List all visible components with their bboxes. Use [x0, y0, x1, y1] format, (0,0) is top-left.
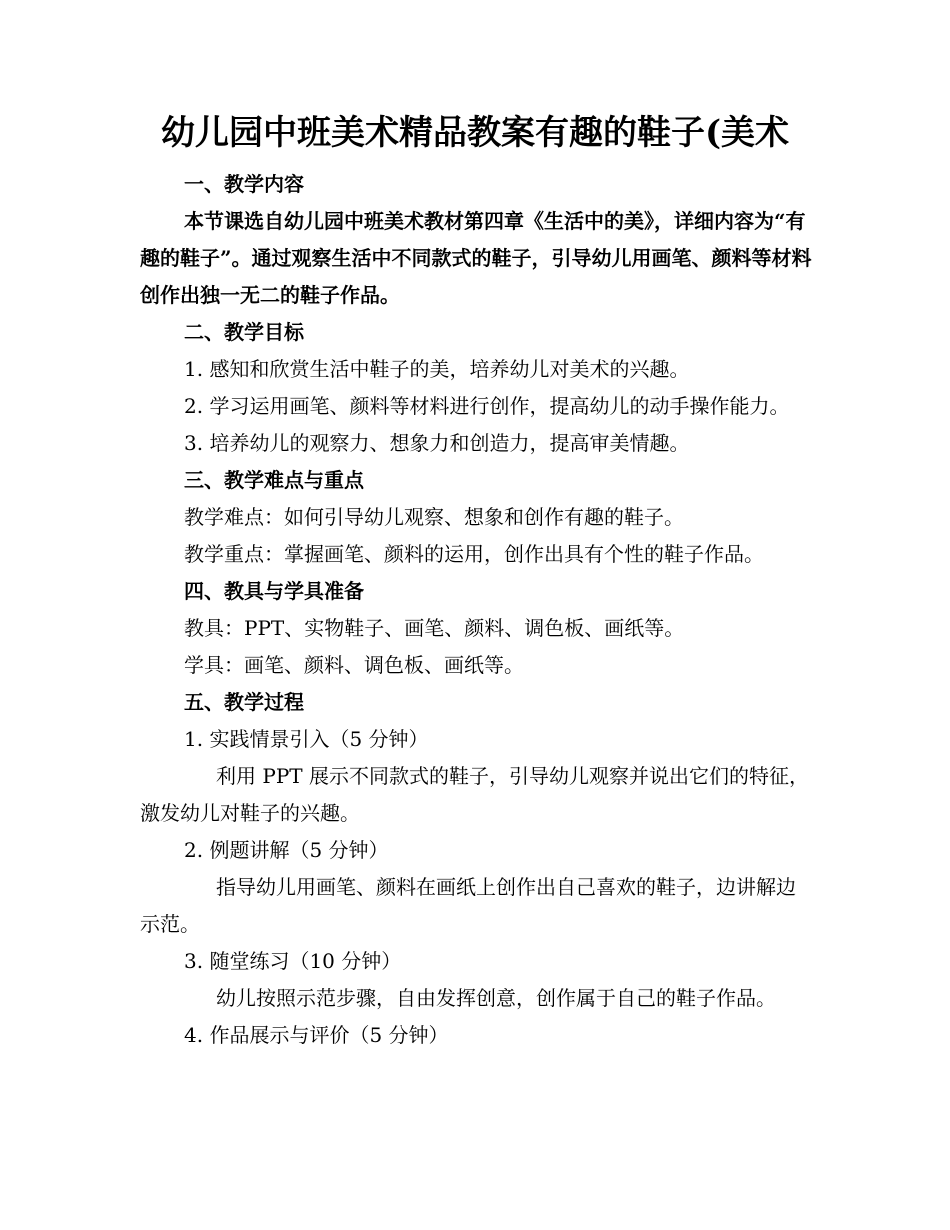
process-step-4-title: 4. 作品展示与评价（5 分钟） — [184, 1023, 449, 1047]
section-heading-materials: 四、教具与学具准备 — [184, 579, 364, 603]
student-materials: 学具：画笔、颜料、调色板、画纸等。 — [184, 653, 524, 677]
process-step-3-title: 3. 随堂练习（10 分钟） — [184, 949, 402, 973]
goal-item-2: 2. 学习运用画笔、颜料等材料进行创作，提高幼儿的动手操作能力。 — [184, 394, 790, 418]
document-body — [140, 166, 812, 1054]
process-step-2-detail: 指导幼儿用画笔、颜料在画纸上创作出自己喜欢的鞋子，边讲解边示范。 — [140, 875, 796, 936]
process-step-1-title: 1. 实践情景引入（5 分钟） — [184, 727, 429, 751]
content-paragraph: 本节课选自幼儿园中班美术教材第四章《生活中的美》，详细内容为“有趣的鞋子”。通过观察生活中不同款式的鞋子，引导幼儿用画笔、颜料等材料创作出独一无二的鞋子作品。 — [140, 209, 812, 307]
section-heading-content: 一、教学内容 — [184, 172, 304, 196]
teacher-materials: 教具：PPT、实物鞋子、画笔、颜料、调色板、画纸等。 — [184, 616, 685, 640]
section-heading-goals: 二、教学目标 — [184, 320, 304, 344]
goal-item-3: 3. 培养幼儿的观察力、想象力和创造力，提高审美情趣。 — [184, 431, 690, 455]
process-step-3-detail: 幼儿按照示范步骤，自由发挥创意，创作属于自己的鞋子作品。 — [216, 986, 776, 1010]
goal-item-1: 1. 感知和欣赏生活中鞋子的美，培养幼儿对美术的兴趣。 — [184, 357, 690, 381]
section-heading-key-points: 三、教学难点与重点 — [184, 468, 364, 492]
process-step-2-title: 2. 例题讲解（5 分钟） — [184, 838, 389, 862]
process-step-1-detail: 利用 PPT 展示不同款式的鞋子，引导幼儿观察并说出它们的特征，激发幼儿对鞋子的兴趣。 — [140, 764, 809, 825]
teaching-difficulty: 教学难点：如何引导幼儿观察、想象和创作有趣的鞋子。 — [184, 505, 684, 529]
section-heading-process: 五、教学过程 — [184, 690, 304, 714]
teaching-focus: 教学重点：掌握画笔、颜料的运用，创作出具有个性的鞋子作品。 — [184, 542, 764, 566]
document-title: 幼儿园中班美术精品教案有趣的鞋子(美术 — [160, 113, 790, 153]
